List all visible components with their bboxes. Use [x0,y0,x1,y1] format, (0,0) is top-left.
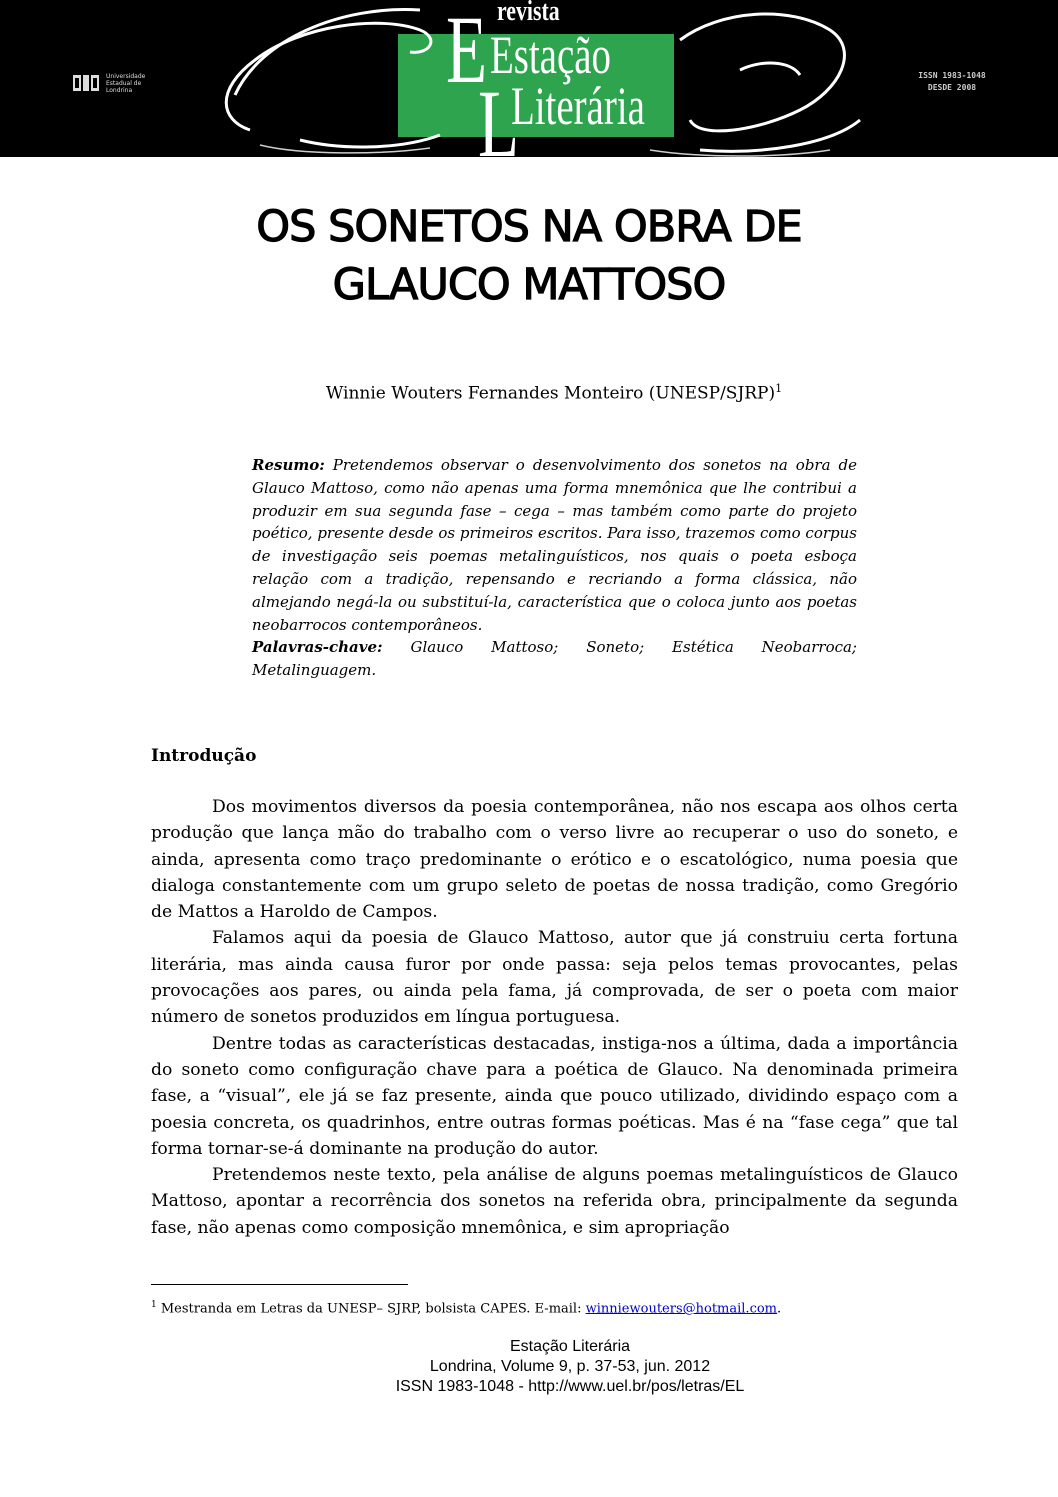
keywords-text: Glauco Mattoso; Soneto; Estética Neobarroca; Metalinguagem. [252,638,857,680]
author-footnote-mark: 1 [775,382,783,395]
banner-issn-number: ISSN 1983-1048 [918,71,986,80]
body-paragraph: Dentre todas as características destacadas, instiga-nos a última, dada a importância do soneto como configuração chave para a poética de Glauco. Na denominada primeira fase, a “visual”, ele já se faz presente, ainda que pouco utilizado, dividindo espaço com a poesia concreta, os quadrinhos, entre outras formas poéticas. Mas é na “fase cega” que tal forma tornar-se-á dominante na produção do autor. [151,1033,958,1159]
footnote [151,1296,958,1318]
university-logo [72,70,164,96]
abstract-label: Resumo: [252,456,325,474]
masthead-revista: revista [497,0,560,27]
author-line [150,378,958,405]
body-text [151,794,958,1241]
university-name: Universidade Estadual de Londrina [106,72,146,94]
footnote-end: . [777,1301,782,1317]
banner-issn [912,70,992,94]
body-paragraph: Dos movimentos diversos da poesia contemporânea, não nos escapa aos olhos certa produção que lança mão do trabalho com o verso livre ao recuperar o uso do soneto, e ainda, apresenta como traço predominante o erótico e o escatológico, numa poesia que dialoga constantemente com um grupo seleto de poetas de nossa tradição, como Gregório de Mattos a Haroldo de Campos. [151,797,958,923]
masthead-literaria: Literária [511,76,645,136]
footer-volume: Londrina, Volume 9, p. 37-53, jun. 2012 [429,1358,711,1375]
abstract-text: Pretendemos observar o desenvolvimento dos sonetos na obra de Glauco Mattoso, como não apenas uma forma mnemônica que lhe contribui a produzir em sua segunda fase – cega – mas também como parte do projeto poético, presente desde os primeiros escritos. Para isso, trazemos como corpus de investigação seis poemas metalinguísticos, nos quais o poeta esboça relação com a tradição, repensando e recriando a forma clássica, não almejando negá-la ou substituí-la, característica que o coloca junto aos poetas neobarrocos contemporâneos. [252,456,857,634]
masthead-estacao: Estação [490,25,611,85]
body-paragraph: Falamos aqui da poesia de Glauco Mattoso, autor que já construiu certa fortuna literária, mas ainda causa furor por onde passa: seja pelos temas provocantes, pelas provocações aos pares, ou ainda pela fama, já comprovada, de ser o poeta com maior número de sonetos produzidos em língua portuguesa. [151,928,958,1028]
footnote-divider [151,1284,408,1285]
masthead-initial-l: L [478,70,520,157]
section-heading: Introdução [151,746,257,766]
title-line-2: GLAUCO MATTOSO [332,260,726,310]
keywords-label: Palavras-chave: [252,638,383,657]
banner-since: DESDE 2008 [927,83,977,92]
footer-issn-url: ISSN 1983-1048 - http://www.uel.br/pos/letras/EL [395,1378,745,1395]
footer-journal-name: Estação Literária [509,1338,631,1355]
keywords-paragraph [252,636,857,682]
abstract-paragraph [252,454,857,636]
title-line-1: OS SONETOS NA OBRA DE [256,202,802,252]
masthead-initial-e: E [446,0,488,103]
footnote-email-link[interactable]: winniewouters@hotmail.com [585,1301,778,1317]
footnote-text: Mestranda em Letras da UNESP– SJRP, bolsista CAPES. E-mail: [156,1301,586,1317]
university-emblem-icon [72,72,100,94]
abstract-block [252,454,857,682]
journal-footer [250,1337,890,1397]
author-name: Winnie Wouters Fernandes Monteiro (UNESP/SJRP) [325,383,776,404]
article-title [100,198,958,314]
body-paragraph: Pretendemos neste texto, pela análise de alguns poemas metalinguísticos de Glauco Mattoso, apontar a recorrência dos sonetos na referida obra, principalmente da segunda fase, não apenas como composição mnemônica, e sim apropriação [151,1165,958,1238]
journal-banner [0,0,1058,157]
footnote-mark: 1 [151,1300,157,1310]
